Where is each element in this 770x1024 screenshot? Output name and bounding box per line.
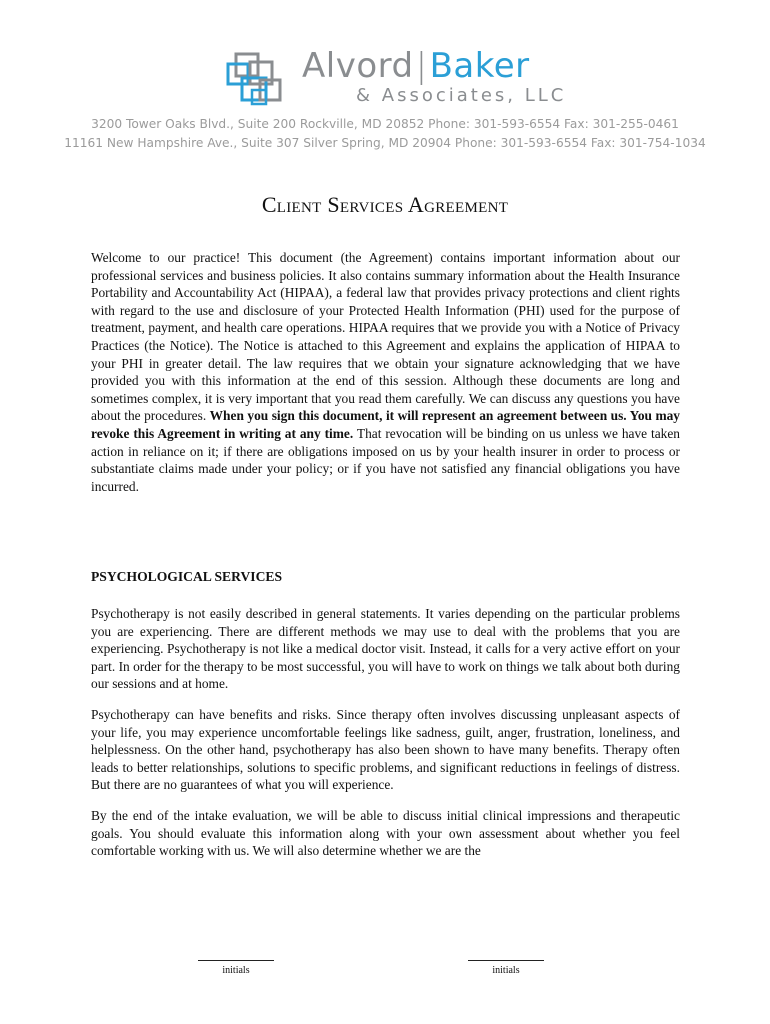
paragraph: Psychotherapy is not easily described in general statements. It varies depending on the particular problems you are experiencing. There are different methods we may use to deal with the problems that you are experiencing. Psychotherapy is not like a medical doctor visit. Instead, it calls for a very active effort on your part. In order for the therapy to be most successful, you will have to work on things we talk about both during our sessions and at home. xyxy=(91,606,680,692)
initials-field-left[interactable] xyxy=(181,960,291,976)
logo-wordmark xyxy=(302,46,530,86)
intro-text-continued: That revocation will be binding on us unless we have taken action in reliance on it; if there are obligations imposed on us by your health insurer in order to process or substantiate claims made under your policy; or if you have not satisfied any financial obligations you have incurred. xyxy=(91,425,680,494)
initials-label: initials xyxy=(222,965,250,976)
initials-line xyxy=(468,960,544,961)
initials-label: initials xyxy=(492,965,520,976)
document-title: Client Services Agreement xyxy=(261,192,509,217)
logo-name-baker: Baker xyxy=(429,46,530,86)
intro-text: Welcome to our practice! This document (the Agreement) contains important information about our professional services and business policies. It also contains summary information about the Health Insurance Portability and Accountability Act (HIPAA), a federal law that provides privacy protections and client rights with regard to the use and disclosure of your Protected Health Information (PHI) used for the purpose of treatment, payment, and health care operations. HIPAA requires that we provide you with a Notice of Privacy Practices (the Notice). The Notice is attached to this Agreement and explains the application of HIPAA to your PHI in greater detail. The law requires that we obtain your signature acknowledging that we have provided you with this information at the end of this session. Although these documents are long and sometimes complex, it is very important that you read them carefully. We can discuss any questions you have about the procedures. xyxy=(91,250,680,424)
logo-subtitle: & Associates, LLC xyxy=(356,85,567,106)
address-line-silver-spring: 11161 New Hampshire Ave., Suite 307 Silver Spring, MD 20904 Phone: 301-593-6554 Fax: 301-754-1034 xyxy=(64,136,706,150)
address-line-rockville: 3200 Tower Oaks Blvd., Suite 200 Rockville, MD 20852 Phone: 301-593-6554 Fax: 301-255-0461 xyxy=(91,117,679,131)
intro-bold-text: When you sign this document, it will represent an agreement between us. You may revoke this Agreement in writing at any time. xyxy=(91,408,680,441)
letterhead xyxy=(0,0,770,160)
intro-paragraph xyxy=(91,249,680,495)
company-logo xyxy=(226,44,566,114)
logo-squares-icon xyxy=(226,50,296,110)
logo-separator: | xyxy=(415,46,428,86)
psychological-services-section xyxy=(91,605,680,873)
paragraph: Psychotherapy can have benefits and risks. Since therapy often involves discussing unpleasant aspects of your life, you may experience uncomfortable feelings like sadness, guilt, anger, frustration, loneliness, and helplessness. On the other hand, psychotherapy has also been shown to have many benefits. Therapy often leads to better relationships, solutions to specific problems, and significant reductions in feelings of distress. But there are no guarantees of what you will experience. xyxy=(91,706,680,793)
intro-section xyxy=(91,249,680,495)
initials-field-right[interactable] xyxy=(451,960,561,976)
logo-name-alvord: Alvord xyxy=(302,46,414,86)
section-heading: PSYCHOLOGICAL SERVICES xyxy=(91,569,283,584)
initials-line xyxy=(198,960,274,961)
paragraph: By the end of the intake evaluation, we will be able to discuss initial clinical impressions and therapeutic goals. You should evaluate this information along with your own assessment about whether you feel comfortable working with us. We will also determine whether we are the xyxy=(91,807,680,859)
